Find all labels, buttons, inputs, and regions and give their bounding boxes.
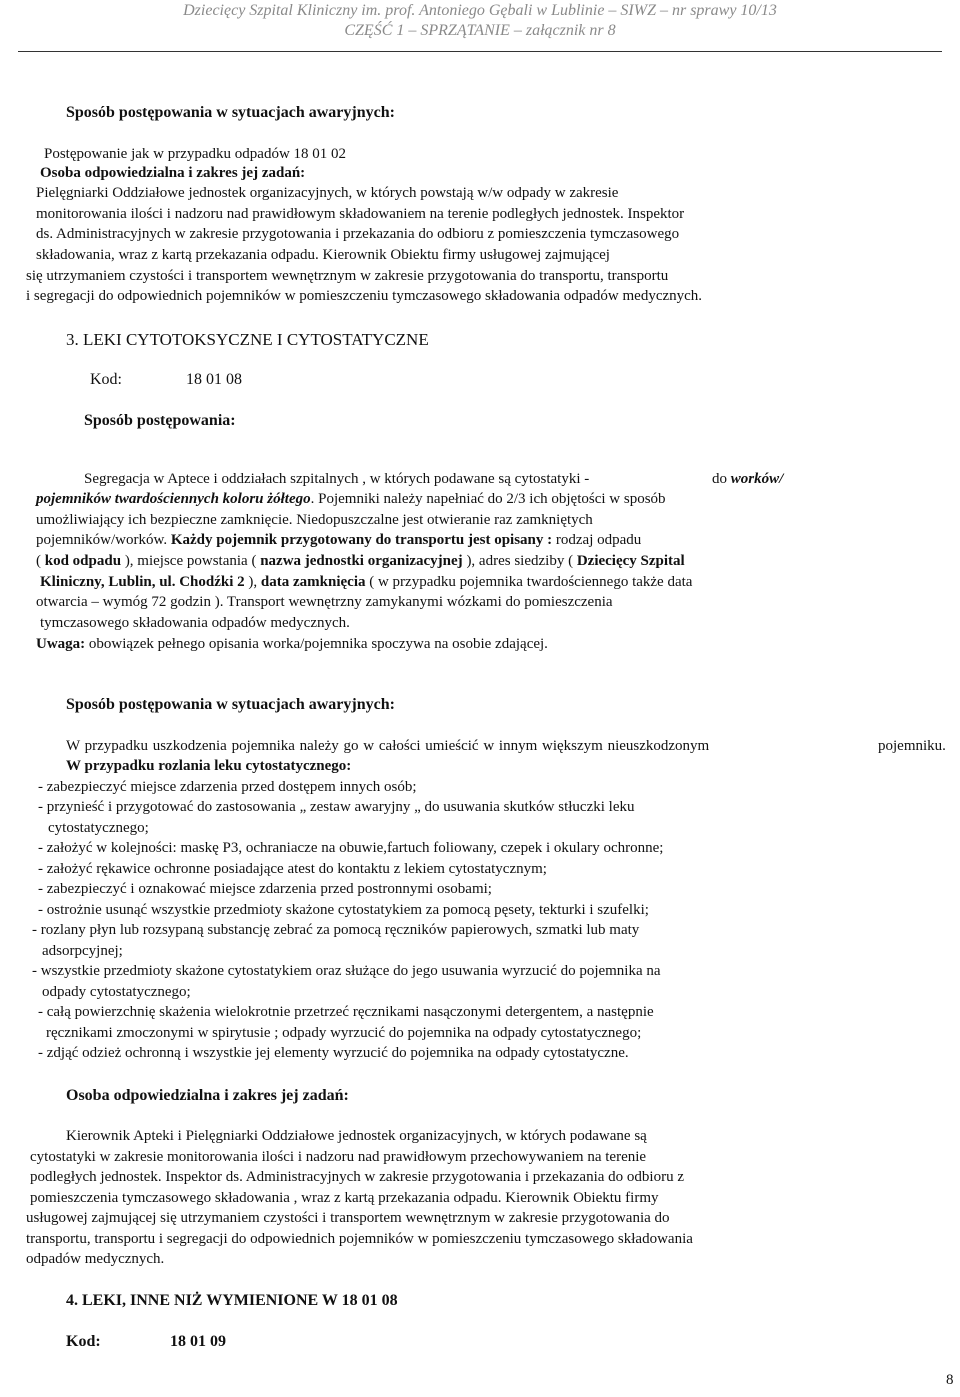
kod-label-4: Kod: — [66, 1333, 101, 1350]
text-line: usługowej zajmującej się utrzymaniem czystości i transportem wewnętrznym w zakresie przygotowania do — [26, 1210, 670, 1226]
list-item: - zabezpieczyć miejsce zdarzenia przed dostępem innych osób; — [38, 779, 417, 795]
list-item: - całą powierzchnię skażenia wielokrotnie przetrzeć ręcznikami nasączonymi detergentem, a następnie — [38, 1004, 654, 1020]
spill-heading: W przypadku rozlania leku cytostatycznego: — [66, 758, 352, 774]
text-span: ( — [36, 553, 45, 569]
list-item: - przynieść i przygotować do zastosowania „ zestaw awaryjny „ do usuwania skutków stłuczki leku — [38, 799, 635, 815]
text-line: Kierownik Apteki i Pielęgniarki Oddziałowe jednostek organizacyjnych, w których podawane są — [66, 1128, 647, 1144]
list-item: ręcznikami zmoczonymi w spirytusie ; odpady wyrzucić do pojemnika na odpady cytostatycznego; — [46, 1025, 642, 1041]
method-heading: Sposób postępowania: — [84, 412, 236, 429]
text-line: się utrzymaniem czystości i transportem wewnętrznym w zakresie przygotowania do transportu, transportu — [26, 268, 669, 284]
header-line-1: Dziecięcy Szpital Kliniczny im. prof. Antoniego Gębali w Lublinie – SIWZ – nr sprawy 10/13 — [183, 2, 777, 19]
emergency-heading-1: Sposób postępowania w sytuacjach awaryjnych: — [66, 104, 395, 121]
text-line — [36, 553, 685, 570]
text-line: transportu, transportu i segregacji do odpowiednich pojemników w pomieszczeniu tymczasowego składowania — [26, 1231, 693, 1247]
text-line: Pielęgniarki Oddziałowe jednostek organizacyjnych, w których powstają w/w odpady w zakresie — [36, 185, 619, 201]
list-item: - założyć w kolejności: maskę P3, ochraniacze na obuwie,fartuch foliowany, czepek i okulary ochronne; — [38, 840, 664, 856]
text-span: pojemników/worków. — [36, 532, 171, 548]
text-line: pojemniku. — [878, 738, 946, 754]
text-line: Postępowanie jak w przypadku odpadów 18 01 02 — [44, 146, 347, 162]
list-item: - zdjąć odzież ochronną i wszystkie jej elementy wyrzucić do pojemnika na odpady cytostatyczne. — [38, 1045, 629, 1061]
list-item: - założyć rękawice ochronne posiadające atest do kontaktu z lekiem cytostatycznym; — [38, 861, 547, 877]
text-line: odpadów medycznych. — [26, 1251, 165, 1267]
emergency-heading-2: Sposób postępowania w sytuacjach awaryjnych: — [66, 696, 395, 713]
text-span: nazwa jednostki organizacyjnej — [260, 553, 463, 569]
text-line: składowania, wraz z kartą przekazania odpadu. Kierownik Obiektu firmy usługowej zajmującej — [36, 247, 610, 263]
text-line: podległych jednostek. Inspektor ds. Administracyjnych w zakresie przygotowania i przekazania do odbioru z — [30, 1169, 684, 1185]
text-line — [40, 574, 692, 591]
text-line: i segregacji do odpowiednich pojemników w pomieszczeniu tymczasowego składowania odpadów medycznych. — [26, 288, 703, 304]
page-number: 8 — [946, 1372, 954, 1388]
text-span: do — [712, 471, 727, 487]
list-item: - rozlany płyn lub rozsypaną substancję zebrać za pomocą ręczników papierowych, szmatki lub maty — [32, 922, 640, 938]
text-span: Każdy pojemnik przygotowany do transportu jest opisany : — [170, 532, 553, 548]
list-item: odpady cytostatycznego; — [42, 984, 191, 1000]
text-span: ), — [244, 574, 261, 590]
text-span: . Pojemniki należy napełniać do 2/3 ich objętości w sposób — [310, 491, 666, 507]
text-line: otwarcia – wymóg 72 godzin ). Transport wewnętrzny zamykanymi wózkami do pomieszczenia — [36, 594, 613, 610]
header-line-2: CZĘŚĆ 1 – SPRZĄTANIE – załącznik nr 8 — [344, 22, 616, 39]
responsible-heading: Osoba odpowiedzialna i zakres jej zadań: — [66, 1087, 349, 1104]
text-line: W przypadku uszkodzenia pojemnika należy go w całości umieścić w innym większym nieuszkodzonym — [66, 738, 710, 754]
text-line — [36, 491, 666, 508]
list-item: - zabezpieczyć i oznakować miejsce zdarzenia przed postronnymi osobami; — [38, 881, 492, 897]
text-span: kod odpadu — [44, 553, 122, 569]
text-span: data zamknięcia — [260, 574, 366, 590]
kod-label: Kod: — [90, 371, 122, 388]
section-3-title: 3. LEKI CYTOTOKSYCZNE I CYTOSTATYCZNE — [66, 330, 429, 349]
header-rule — [18, 51, 942, 52]
kod-value-4: 18 01 09 — [170, 1333, 226, 1350]
text-span: Uwaga: — [36, 636, 86, 652]
text-span: Dziecięcy Szpital — [576, 553, 685, 569]
section-4-title: 4. LEKI, INNE NIŻ WYMIENIONE W 18 01 08 — [66, 1292, 398, 1309]
text-span: Kliniczny, Lublin, ul. Chodźki 2 — [40, 574, 245, 590]
text-line: pomieszczenia tymczasowego składowania , wraz z kartą przekazania odpadu. Kierownik Obiektu firmy — [30, 1190, 659, 1206]
text-span: ), adres siedziby ( — [462, 553, 577, 569]
responsible-subheading: Osoba odpowiedzialna i zakres jej zadań: — [40, 165, 306, 181]
text-line: cytostatyki w zakresie monitorowania ilości i nadzoru nad prawidłowym przechowywaniem na terenie — [30, 1149, 647, 1165]
text-line: umożliwiający ich bezpieczne zamknięcie. Niedopuszczalne jest otwieranie raz zamkniętych — [36, 512, 593, 528]
text-span: ), miejsce powstania ( — [121, 553, 261, 569]
text-span: pojemników twardościennych koloru żółtego — [36, 491, 311, 507]
text-line: monitorowania ilości i nadzoru nad prawidłowym składowaniem na terenie podległych jednostek. Inspektor — [36, 206, 685, 222]
text-line — [712, 471, 783, 488]
text-line: ds. Administracyjnych w zakresie przygotowania i przekazania do odbioru z pomieszczenia tymczasowego — [36, 226, 680, 242]
text-span: ( w przypadku pojemnika twardościennego także data — [365, 574, 693, 590]
text-line: tymczasowego składowania odpadów medycznych. — [40, 615, 350, 631]
text-span: Segregacja w Aptece i oddziałach szpitalnych , w których podawane są cytostatyki - — [84, 471, 590, 487]
list-item: - ostrożnie usunąć wszystkie przedmioty skażone cytostatykiem za pomocą pęsety, tekturki i szufelki; — [38, 902, 649, 918]
text-span: rodzaj odpadu — [552, 532, 642, 548]
text-line — [84, 471, 589, 488]
list-item: cytostatycznego; — [48, 820, 149, 836]
text-line — [36, 532, 641, 549]
kod-value: 18 01 08 — [186, 371, 242, 388]
list-item: adsorpcyjnej; — [42, 943, 123, 959]
text-span: worków/ — [730, 471, 784, 487]
text-span: obowiązek pełnego opisania worka/pojemnika spoczywa na osobie zdającej. — [85, 636, 548, 652]
text-line — [36, 636, 548, 653]
list-item: - wszystkie przedmioty skażone cytostatykiem oraz służące do jego usuwania wyrzucić do pojemnika na — [32, 963, 661, 979]
